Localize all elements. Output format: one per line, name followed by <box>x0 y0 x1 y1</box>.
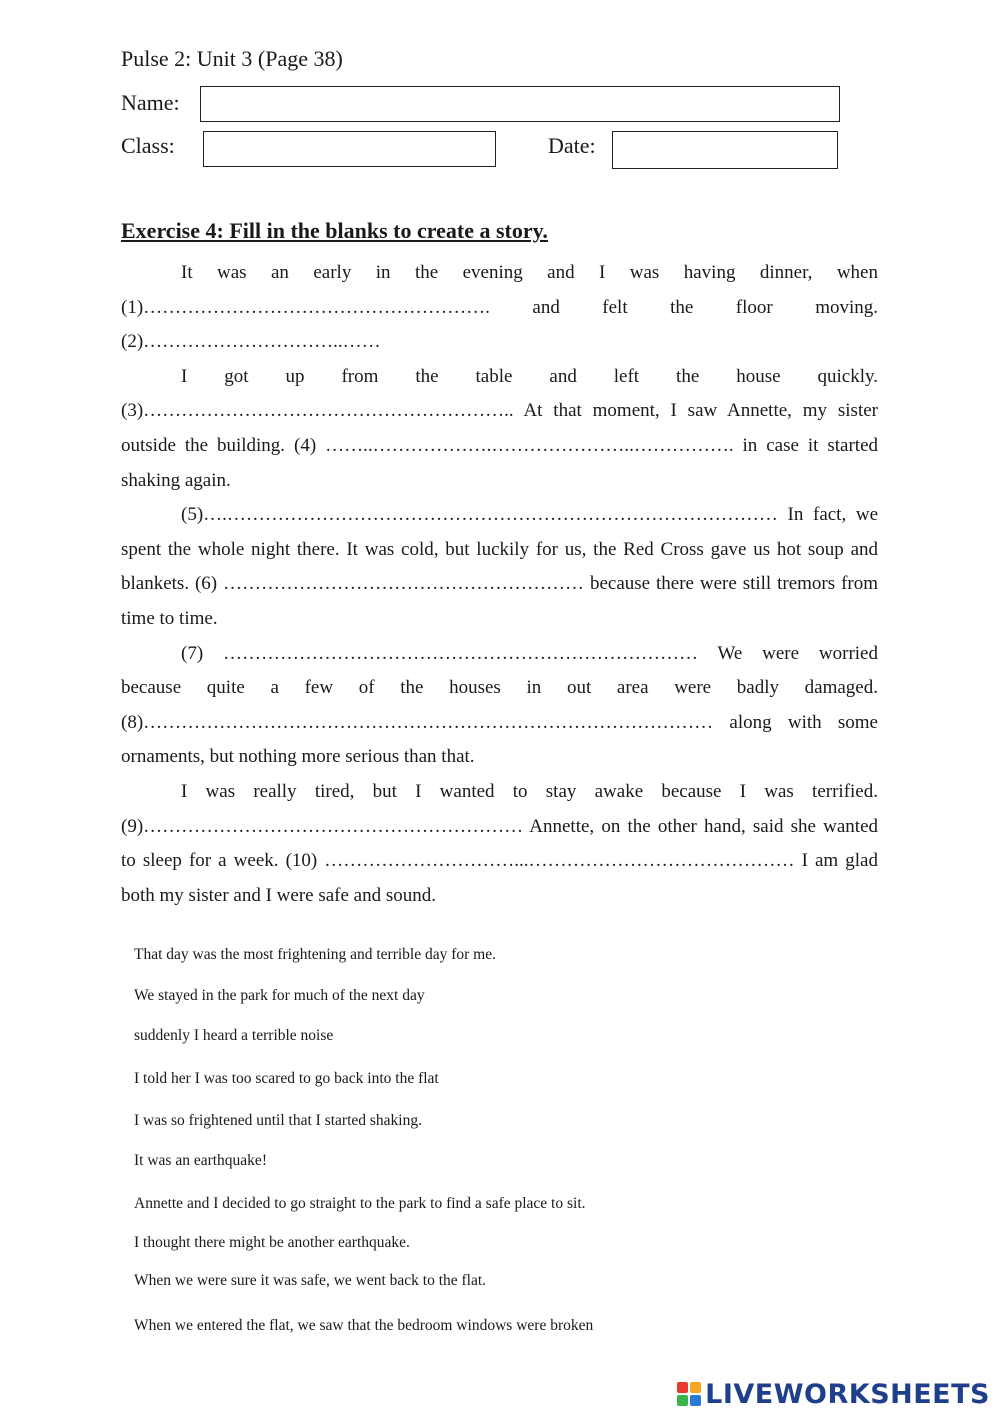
date-field[interactable] <box>612 131 838 169</box>
logo-text: LIVEWORKSHEETS <box>705 1378 990 1410</box>
story-paragraph-1: It was an early in the evening and I was having dinner, when (1)………………………………………………. and felt the floor moving. (2)…………………………..…… <box>121 262 878 353</box>
logo-square <box>677 1395 688 1406</box>
story-text <box>121 256 878 913</box>
answer-option[interactable]: When we were sure it was safe, we went back to the flat. <box>134 1272 487 1289</box>
class-field[interactable] <box>203 131 496 167</box>
logo-square <box>677 1382 688 1393</box>
answer-option[interactable]: Annette and I decided to go straight to the park to find a safe place to sit. <box>134 1195 586 1212</box>
name-field[interactable] <box>200 86 840 122</box>
answer-option[interactable]: I told her I was too scared to go back into the flat <box>134 1070 439 1087</box>
answer-option[interactable]: When we entered the flat, we saw that the bedroom windows were broken <box>134 1317 594 1334</box>
answer-option[interactable]: That day was the most frightening and terrible day for me. <box>134 946 496 963</box>
logo-square <box>690 1395 701 1406</box>
answer-option[interactable]: I was so frightened until that I started shaking. <box>134 1112 422 1129</box>
logo-mark-icon <box>677 1382 701 1406</box>
liveworksheets-logo <box>677 1377 990 1411</box>
story-paragraph-2: I got up from the table and left the house quickly. (3)………………………………………………….. At that moment, I saw Annette, my sister outside the building. (4) ……..……………….…………………..……………. in case it started shaking again. <box>121 365 878 491</box>
name-label: Name: <box>121 90 180 115</box>
class-label: Class: <box>121 133 175 158</box>
logo-square <box>690 1382 701 1393</box>
answer-option[interactable]: We stayed in the park for much of the next day <box>134 987 425 1004</box>
worksheet-title: Pulse 2: Unit 3 (Page 38) <box>121 46 343 71</box>
story-paragraph-3: (5)….…………………………………………………………………………… In fact, we spent the whole night there. It was cold, but luckily for us, the Red Cross gave us hot soup and blankets. (6) ………………………………………………… because there were still tremors from time to time. <box>121 504 878 629</box>
answer-option[interactable]: I thought there might be another earthquake. <box>134 1234 410 1251</box>
exercise-heading: Exercise 4: Fill in the blanks to create a story. <box>121 218 548 243</box>
story-paragraph-4: (7) ………………………………………………………………… We were worried because quite a few of the houses in out area were badly damaged. (8)……………………………………………………………………………… along with some ornaments, but nothing more serious than that. <box>121 642 878 768</box>
date-label: Date: <box>548 133 596 158</box>
answer-option[interactable]: suddenly I heard a terrible noise <box>134 1027 334 1044</box>
story-paragraph-5: I was really tired, but I wanted to stay awake because I was terrified. (9)…………………………………………………… Annette, on the other hand, said she wanted to sleep for a week. (10) …………………………...…………………………………… I am glad both my sister and I were safe and sound. <box>121 780 878 906</box>
answer-option[interactable]: It was an earthquake! <box>134 1152 267 1169</box>
